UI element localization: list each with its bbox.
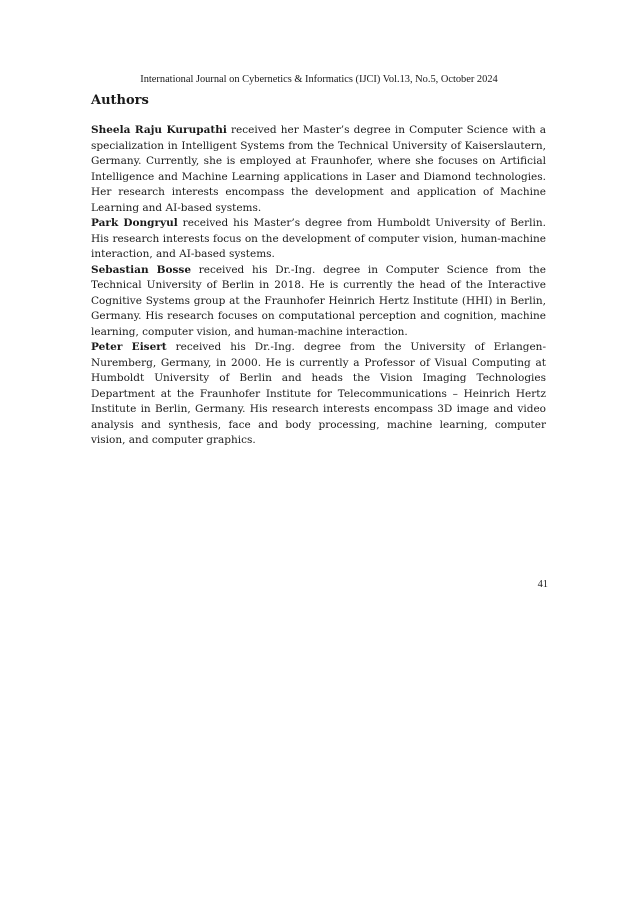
author-bio-eisert bbox=[91, 340, 546, 449]
section-title: Authors bbox=[91, 93, 149, 108]
author-name: Peter Eisert bbox=[91, 341, 167, 353]
author-bio-kurupathi bbox=[91, 123, 546, 216]
author-bio-text: received his Dr.-Ing. degree from the University of Erlangen-Nuremberg, Germany, in 2000. He is currently a Professor of Visual Computing at Humboldt University of Berlin and heads the Vision Imaging Technologies Department at the Fraunhofer Institute for Telecommunications – Heinrich Hertz Institute in Berlin, Germany. His research interests encompass 3D image and video analysis and synthesis, face and body processing, machine learning, computer vision, and computer graphics. bbox=[91, 341, 546, 446]
author-bio-text: received her Master’s degree in Computer Science with a specialization in Intelligent Systems from the Technical University of Kaiserslautern, Germany. Currently, she is employed at Fraunhofer, where she focuses on Artificial Intelligence and Machine Learning applications in Laser and Diamond technologies. Her research interests encompass the development and application of Machine Learning and AI-based systems. bbox=[91, 124, 547, 214]
author-bio-text: received his Dr.-Ing. degree in Computer Science from the Technical University of Berlin in 2018. He is currently the head of the Interactive Cognitive Systems group at the Fraunhofer Heinrich Hertz Institute (HHI) in Berlin, Germany. His research focuses on computational perception and cognition, machine learning, computer vision, and human-machine interaction. bbox=[91, 263, 546, 338]
author-bio-text: received his Master’s degree from Humboldt University of Berlin. His research interests focus on the development of computer vision, human-machine interaction, and AI-based systems. bbox=[91, 217, 546, 260]
page-number: 41 bbox=[537, 579, 548, 590]
author-name: Sheela Raju Kurupathi bbox=[91, 124, 227, 136]
running-header: International Journal on Cybernetics & Informatics (IJCI) Vol.13, No.5, October 2024 bbox=[140, 74, 498, 85]
author-bio-dongryul bbox=[91, 216, 546, 263]
authors-section bbox=[91, 92, 546, 449]
author-bio-bosse bbox=[91, 263, 546, 341]
author-name: Sebastian Bosse bbox=[91, 263, 192, 276]
author-name: Park Dongryul bbox=[91, 217, 178, 229]
